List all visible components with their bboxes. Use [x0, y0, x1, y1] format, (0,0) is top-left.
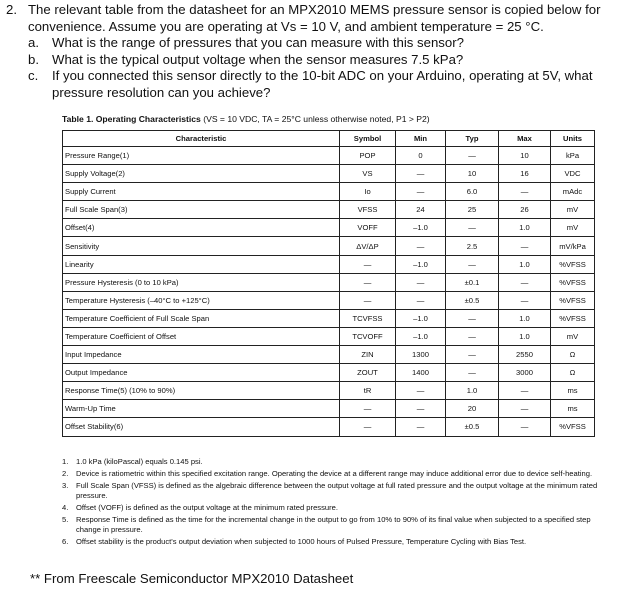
cell-units: ms — [551, 400, 595, 418]
cell-characteristic: Temperature Hysteresis (–40°C to +125°C) — [63, 291, 340, 309]
cell-characteristic: Full Scale Span(3) — [63, 201, 340, 219]
cell-units: mV — [551, 201, 595, 219]
footnotes — [62, 457, 602, 549]
cell-characteristic: Supply Current — [63, 183, 340, 201]
table-row — [63, 147, 595, 165]
cell-typ: — — [446, 255, 499, 273]
footnote — [62, 537, 602, 547]
cell-symbol: ZOUT — [340, 364, 396, 382]
table-caption-conditions: (VS = 10 VDC, TA = 25°C unless otherwise noted, P1 > P2) — [203, 114, 430, 124]
header-units: Units — [551, 131, 595, 147]
table-header-row — [63, 131, 595, 147]
cell-min: — — [396, 237, 446, 255]
cell-characteristic: Supply Voltage(2) — [63, 165, 340, 183]
table-row — [63, 309, 595, 327]
table-row — [63, 165, 595, 183]
cell-units: %VFSS — [551, 291, 595, 309]
cell-units: ms — [551, 382, 595, 400]
table-row — [63, 400, 595, 418]
table-row — [63, 255, 595, 273]
cell-symbol: VOFF — [340, 219, 396, 237]
footnote-text: Device is ratiometric within this specified excitation range. Operating the device at a different range may induce additional error due to device self-heating. — [76, 468, 593, 478]
cell-typ: ±0.5 — [446, 418, 499, 436]
cell-units: %VFSS — [551, 255, 595, 273]
cell-min: — — [396, 273, 446, 291]
cell-typ: 2.5 — [446, 237, 499, 255]
table-row — [63, 327, 595, 345]
cell-typ: 1.0 — [446, 382, 499, 400]
table-row — [63, 237, 595, 255]
question-part-b — [28, 52, 621, 69]
table-row — [63, 183, 595, 201]
question-number: 2. — [6, 2, 17, 17]
cell-characteristic: Offset(4) — [63, 219, 340, 237]
cell-min: 1300 — [396, 346, 446, 364]
cell-max: 1.0 — [499, 219, 551, 237]
cell-symbol: — — [340, 418, 396, 436]
table-row — [63, 418, 595, 436]
cell-symbol: Io — [340, 183, 396, 201]
cell-max: — — [499, 382, 551, 400]
cell-max: — — [499, 183, 551, 201]
footnote — [62, 469, 602, 479]
cell-units: mV/kPa — [551, 237, 595, 255]
cell-min: — — [396, 291, 446, 309]
table-row — [63, 201, 595, 219]
cell-min: — — [396, 400, 446, 418]
cell-min: — — [396, 183, 446, 201]
question-stem — [6, 2, 621, 35]
cell-max: — — [499, 400, 551, 418]
cell-max: 3000 — [499, 364, 551, 382]
footnote-text: Offset stability is the product's output deviation when subjected to 1000 hours of Pulsed Pressure, Temperature Cycling with Bias Test. — [76, 536, 527, 546]
cell-symbol: TCVFSS — [340, 309, 396, 327]
part-label: a. — [28, 35, 39, 51]
cell-characteristic: Offset Stability(6) — [63, 418, 340, 436]
cell-units: VDC — [551, 165, 595, 183]
footnote-number: 2. — [62, 468, 69, 478]
cell-typ: — — [446, 147, 499, 165]
operating-characteristics-table — [62, 130, 595, 437]
cell-min: 1400 — [396, 364, 446, 382]
cell-characteristic: Input Impedance — [63, 346, 340, 364]
cell-typ: ±0.5 — [446, 291, 499, 309]
cell-typ: — — [446, 327, 499, 345]
cell-typ: 10 — [446, 165, 499, 183]
table-row — [63, 346, 595, 364]
footnote — [62, 515, 602, 535]
cell-characteristic: Temperature Coefficient of Full Scale Span — [63, 309, 340, 327]
footnote-text: Full Scale Span (VFSS) is defined as the algebraic difference between the output voltage at full rated pressure and the output voltage at the minimum rated pressure. — [76, 480, 598, 500]
cell-max: — — [499, 418, 551, 436]
cell-typ: 20 — [446, 400, 499, 418]
cell-max: 10 — [499, 147, 551, 165]
cell-units: mV — [551, 219, 595, 237]
table-caption-title: Table 1. Operating Characteristics — [62, 114, 201, 124]
cell-characteristic: Response Time(5) (10% to 90%) — [63, 382, 340, 400]
cell-symbol: tR — [340, 382, 396, 400]
cell-characteristic: Pressure Hysteresis (0 to 10 kPa) — [63, 273, 340, 291]
cell-max: 16 — [499, 165, 551, 183]
cell-min: — — [396, 418, 446, 436]
cell-min: –1.0 — [396, 219, 446, 237]
cell-units: Ω — [551, 364, 595, 382]
header-max: Max — [499, 131, 551, 147]
cell-typ: — — [446, 364, 499, 382]
cell-characteristic: Pressure Range(1) — [63, 147, 340, 165]
part-text: What is the typical output voltage when the sensor measures 7.5 kPa? — [52, 51, 464, 67]
cell-min: –1.0 — [396, 255, 446, 273]
footnote — [62, 481, 602, 501]
footnote-number: 1. — [62, 457, 69, 466]
cell-max: 1.0 — [499, 309, 551, 327]
cell-units: kPa — [551, 147, 595, 165]
footnote-text: Offset (VOFF) is defined as the output voltage at the minimum rated pressure. — [76, 502, 338, 512]
header-characteristic: Characteristic — [63, 131, 340, 147]
footnote-text: 1.0 kPa (kiloPascal) equals 0.145 psi. — [76, 457, 203, 466]
cell-units: mV — [551, 327, 595, 345]
question-block — [6, 2, 621, 102]
source-attribution: ** From Freescale Semiconductor MPX2010 Datasheet — [30, 571, 354, 586]
cell-max: — — [499, 273, 551, 291]
part-text: If you connected this sensor directly to the 10-bit ADC on your Arduino, operating at 5V, what pressure resolution can you achieve? — [52, 68, 593, 100]
cell-characteristic: Output Impedance — [63, 364, 340, 382]
footnote-text: Response Time is defined as the time for the incremental change in the output to go from 10% to 90% of its final value when subjected to a specified step change in pressure. — [76, 514, 591, 534]
part-text: What is the range of pressures that you can measure with this sensor? — [52, 35, 464, 51]
header-min: Min — [396, 131, 446, 147]
cell-symbol: — — [340, 255, 396, 273]
footnote-number: 4. — [62, 502, 69, 512]
question-part-a — [28, 35, 621, 52]
footnote-number: 6. — [62, 536, 69, 546]
cell-max: — — [499, 291, 551, 309]
part-label: c. — [28, 68, 39, 84]
table-row — [63, 364, 595, 382]
table-caption — [62, 114, 430, 124]
cell-max: — — [499, 237, 551, 255]
cell-characteristic: Linearity — [63, 255, 340, 273]
cell-units: Ω — [551, 346, 595, 364]
question-part-c — [28, 68, 621, 101]
part-label: b. — [28, 51, 39, 67]
cell-typ: 6.0 — [446, 183, 499, 201]
cell-typ: — — [446, 309, 499, 327]
cell-characteristic: Temperature Coefficient of Offset — [63, 327, 340, 345]
cell-typ: ±0.1 — [446, 273, 499, 291]
cell-symbol: ΔV/ΔP — [340, 237, 396, 255]
cell-min: –1.0 — [396, 327, 446, 345]
table-row — [63, 291, 595, 309]
cell-typ: 25 — [446, 201, 499, 219]
cell-symbol: — — [340, 400, 396, 418]
table-row — [63, 273, 595, 291]
cell-min: 0 — [396, 147, 446, 165]
cell-symbol: ZIN — [340, 346, 396, 364]
footnote — [62, 503, 602, 513]
cell-typ: — — [446, 219, 499, 237]
cell-min: — — [396, 165, 446, 183]
cell-characteristic: Sensitivity — [63, 237, 340, 255]
cell-min: 24 — [396, 201, 446, 219]
cell-symbol: POP — [340, 147, 396, 165]
footnote — [62, 457, 602, 467]
cell-max: 2550 — [499, 346, 551, 364]
cell-units: %VFSS — [551, 273, 595, 291]
cell-symbol: — — [340, 273, 396, 291]
table-row — [63, 219, 595, 237]
cell-units: %VFSS — [551, 418, 595, 436]
table-row — [63, 382, 595, 400]
footnote-number: 5. — [62, 514, 69, 524]
cell-units: mAdc — [551, 183, 595, 201]
cell-symbol: TCVOFF — [340, 327, 396, 345]
cell-max: 26 — [499, 201, 551, 219]
cell-symbol: VS — [340, 165, 396, 183]
question-text: The relevant table from the datasheet for an MPX2010 MEMS pressure sensor is copied below for convenience. Assume you are operating at Vs = 10 V, and ambient temperature = 25 °C. — [28, 2, 601, 34]
cell-characteristic: Warm-Up Time — [63, 400, 340, 418]
cell-max: 1.0 — [499, 255, 551, 273]
cell-min: –1.0 — [396, 309, 446, 327]
cell-min: — — [396, 382, 446, 400]
header-symbol: Symbol — [340, 131, 396, 147]
cell-units: %VFSS — [551, 309, 595, 327]
footnote-number: 3. — [62, 480, 69, 490]
cell-max: 1.0 — [499, 327, 551, 345]
table-body — [63, 147, 595, 437]
cell-symbol: VFSS — [340, 201, 396, 219]
cell-symbol: — — [340, 291, 396, 309]
cell-typ: — — [446, 346, 499, 364]
header-typ: Typ — [446, 131, 499, 147]
